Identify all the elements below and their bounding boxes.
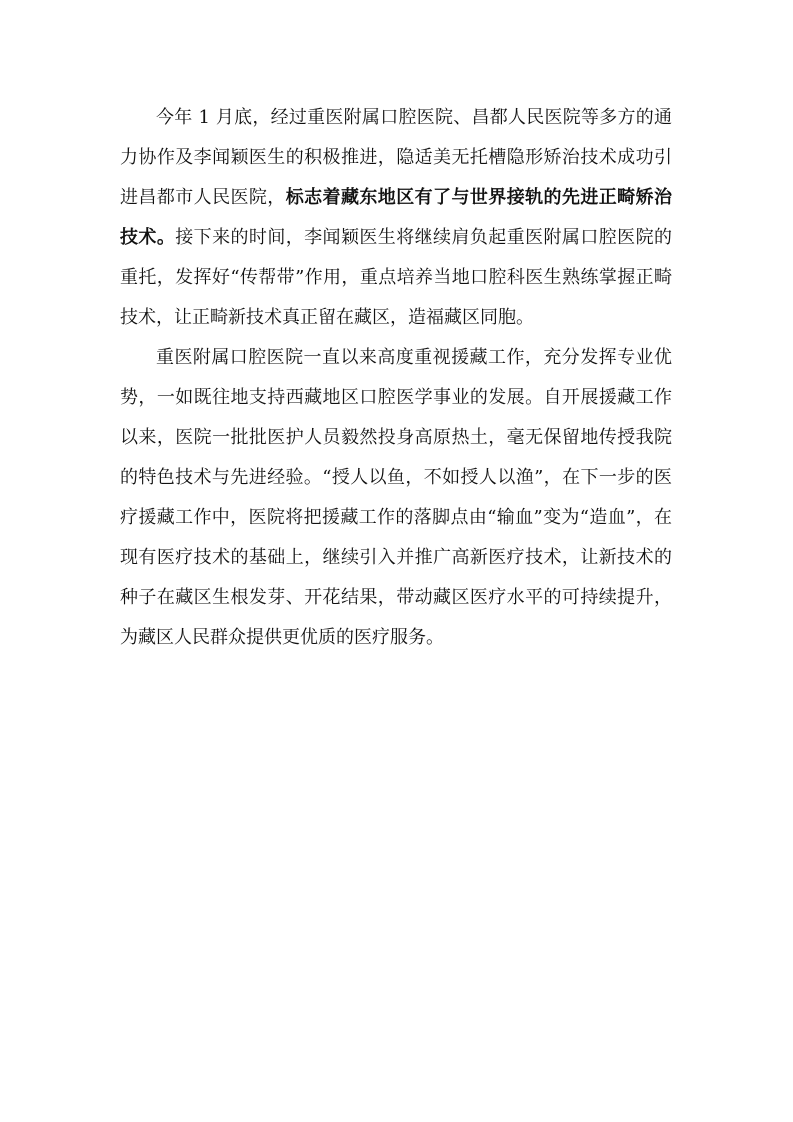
article-body — [120, 98, 672, 658]
paragraph-2: 重医附属口腔医院一直以来高度重视援藏工作，充分发挥专业优势，一如既往地支持西藏地区口腔医学事业的发展。自开展援藏工作以来，医院一批批医护人员毅然投身高原热土，毫无保留地传授我院的特色技术与先进经验。“授人以鱼，不如授人以渔”，在下一步的医疗援藏工作中，医院将把援藏工作的落脚点由“输血”变为“造血”，在现有医疗技术的基础上，继续引入并推广高新医疗技术，让新技术的种子在藏区生根发芽、开花结果，带动藏区医疗水平的可持续提升，为藏区人民群众提供更优质的医疗服务。 — [120, 347, 672, 648]
paragraph-1-continued-text: 接下来的时间，李闻颖医生将继续肩负起重医附属口腔医院的重托，发挥好“传帮带”作用，重点培养当地口腔科医生熟练掌握正畸技术，让正畸新技术真正留在藏区，造福藏区同胞。 — [120, 227, 673, 328]
paragraph-1-text: 今年 1 月底，经过重医附属口腔医院、昌都人民医院等多方的通力协作及李闻颖医生的积极推进，隐适美无托槽隐形矫治技术成功引进昌都市人民医院， — [120, 107, 672, 208]
paragraph-1-bold-text: 标志着藏东地区有了与世界接轨的先进正畸矫治技术。 — [120, 187, 673, 248]
paragraph-1 — [120, 98, 672, 338]
